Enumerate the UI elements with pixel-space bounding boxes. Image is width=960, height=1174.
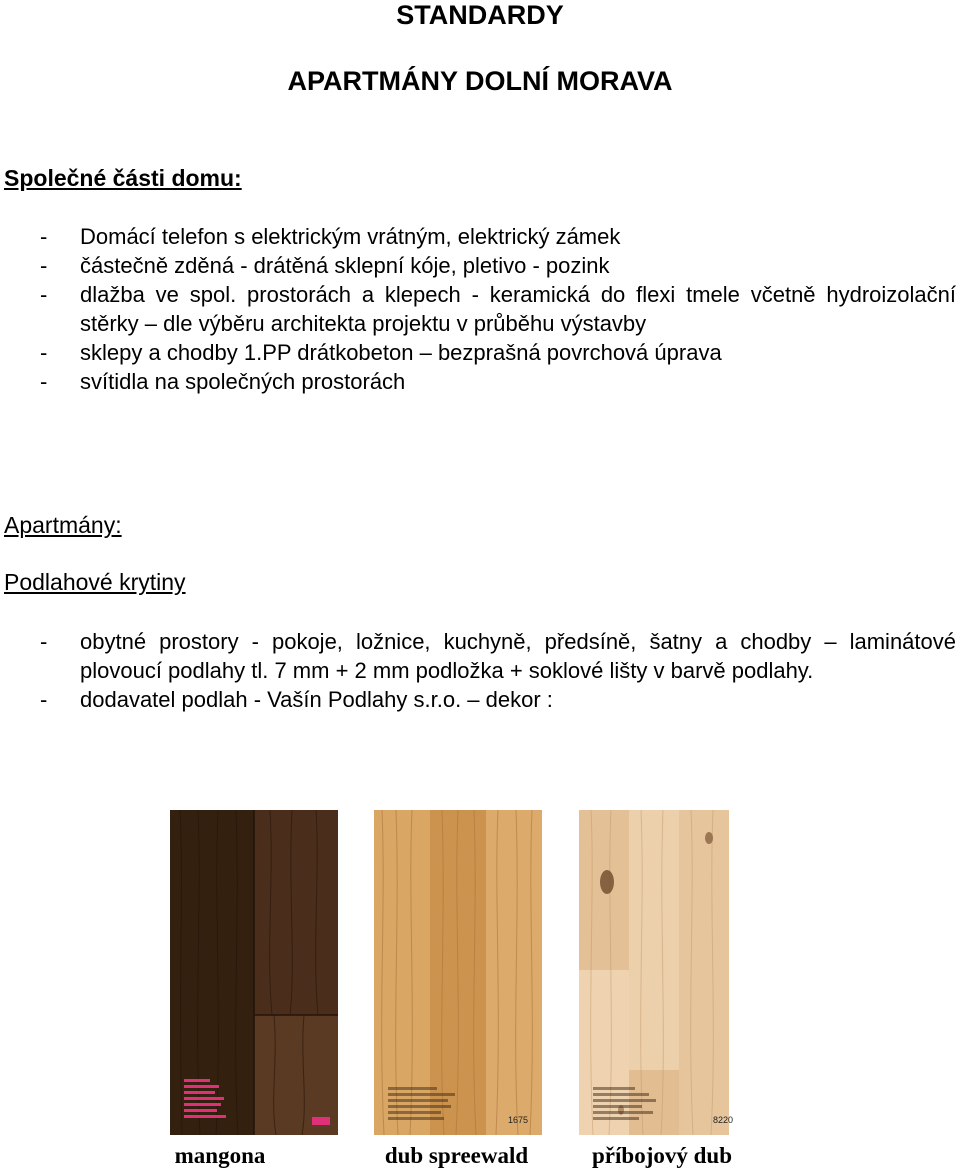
common-parts-list <box>0 222 956 396</box>
list-item: - dodavatel podlah - Vašín Podlahy s.r.o. – dekor : <box>0 685 956 714</box>
product-code: 1675 <box>507 1115 528 1125</box>
floor-coverings-list <box>0 627 956 714</box>
product-code: 8220 <box>712 1115 733 1125</box>
mangona-wood-swatch <box>170 810 338 1135</box>
sample-caption-mangona: mangona <box>174 1143 266 1168</box>
sample-caption-pribojovy-dub: příbojový dub <box>592 1143 732 1168</box>
brand-logo <box>312 1117 330 1125</box>
list-item: - Domácí telefon s elektrickým vrátným, elektrický zámek <box>0 222 956 251</box>
list-item: - dlažba ve spol. prostorách a klepech - keramická do flexi tmele včetně hydroizolační stěrky – dle výběru architekta projektu v průběhu výstavby <box>0 280 956 338</box>
page-title: STANDARDY <box>396 0 564 30</box>
floor-coverings-heading: Podlahové krytiny <box>4 569 186 595</box>
sample-caption-dub-spreewald: dub spreewald <box>384 1143 529 1168</box>
label-text-block <box>184 1079 228 1121</box>
apartments-heading: Apartmány: <box>4 512 122 538</box>
label-text-block <box>388 1087 458 1123</box>
list-item: - sklepy a chodby 1.PP drátkobeton – bezprašná povrchová úprava <box>0 338 956 367</box>
page-subtitle: APARTMÁNY DOLNÍ MORAVA <box>287 66 673 96</box>
list-item: - částečně zděná - drátěná sklepní kóje, pletivo - pozink <box>0 251 956 280</box>
dub-spreewald-wood-swatch <box>374 810 542 1135</box>
pribojovy-dub-wood-swatch <box>579 810 747 1135</box>
list-item: - svítidla na společných prostorách <box>0 367 956 396</box>
list-item: - obytné prostory - pokoje, ložnice, kuchyně, předsíně, šatny a chodby – laminátové plovoucí podlahy tl. 7 mm + 2 mm podložka + soklové lišty v barvě podlahy. <box>0 627 956 685</box>
common-parts-heading: Společné části domu: <box>4 165 242 191</box>
label-text-block <box>593 1087 663 1123</box>
